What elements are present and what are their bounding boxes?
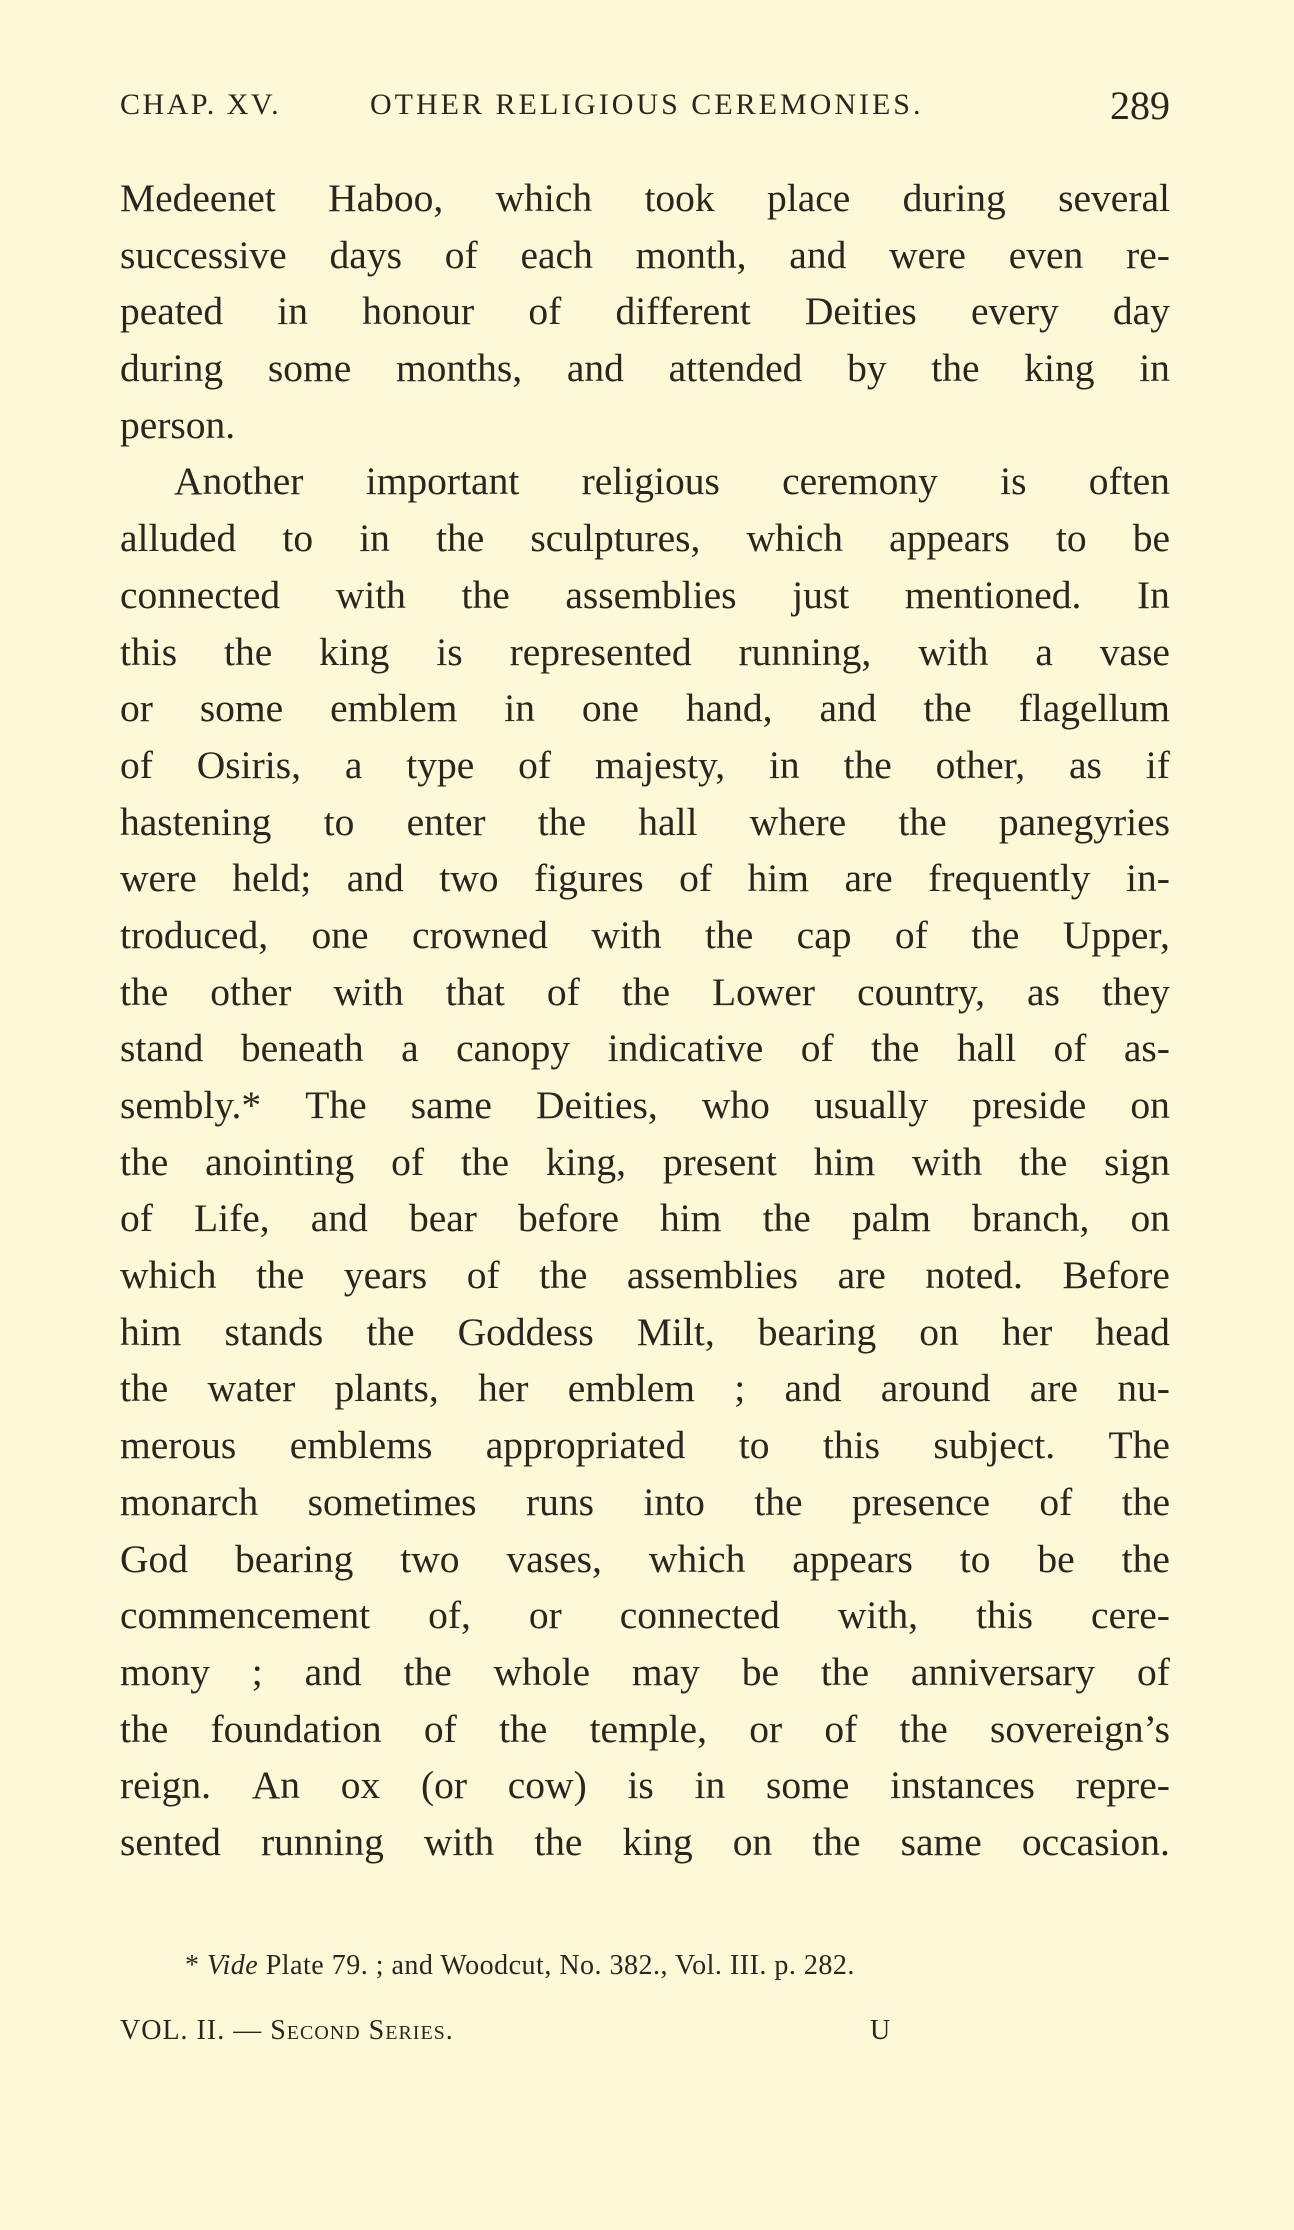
text-line: sembly.* The same Deities, who usually preside on (120, 1083, 1170, 1127)
text-line: successive days of each month, and were even re- (120, 232, 1170, 277)
text-line: merous emblems appropriated to this subject. The (120, 1423, 1170, 1468)
text-line: hastening to enter the hall where the panegyries (120, 799, 1170, 844)
text-line: person. (120, 402, 236, 447)
text-line: Medeenet Haboo, which took place during several (120, 176, 1170, 220)
text-line: the other with that of the Lower country, as they (120, 969, 1170, 1014)
text-line: the foundation of the temple, or of the sovereign’s (120, 1706, 1170, 1751)
page-number: 289 (1110, 83, 1170, 128)
text-line: of Osiris, a type of majesty, in the other, as if (120, 742, 1170, 787)
text-line: of Life, and bear before him the palm branch, on (120, 1196, 1170, 1241)
text-line: during some months, and attended by the king in (120, 346, 1170, 391)
text-line: commencement of, or connected with, this cere- (120, 1593, 1170, 1638)
footnote (185, 1950, 855, 1982)
body-text (120, 170, 1170, 1871)
signature-line (120, 2015, 920, 2047)
text-line: Another important religious ceremony is often (174, 459, 1170, 504)
text-line: the water plants, her emblem ; and around are nu- (120, 1366, 1170, 1411)
text-line: mony ; and the whole may be the anniversary of (120, 1649, 1170, 1694)
text-line: sented running with the king on the same occasion. (120, 1819, 1170, 1864)
text-line: peated in honour of different Deities every day (120, 289, 1170, 334)
text-line: stand beneath a canopy indicative of the hall of as- (120, 1026, 1170, 1071)
text-line: connected with the assemblies just mentioned. In (120, 572, 1170, 617)
text-line: God bearing two vases, which appears to be the (120, 1536, 1170, 1581)
footnote-marker: * (185, 1950, 200, 1981)
text-line: were held; and two figures of him are frequently in- (120, 856, 1170, 901)
text-line: alluded to in the sculptures, which appears to be (120, 516, 1170, 561)
signature-mark: U (870, 2015, 892, 2046)
text-line: which the years of the assemblies are noted. Before (120, 1253, 1170, 1298)
footnote-text: Plate 79. ; and Woodcut, No. 382., Vol. III. p. 282. (265, 1950, 855, 1981)
running-header (120, 82, 1170, 142)
text-line: this the king is represented running, with a vase (120, 629, 1170, 674)
text-line: monarch sometimes runs into the presence of the (120, 1479, 1170, 1524)
running-title: OTHER RELIGIOUS CEREMONIES. (370, 88, 924, 121)
text-line: reign. An ox (or cow) is in some instances repre- (120, 1763, 1170, 1808)
text-line: the anointing of the king, present him with the sign (120, 1139, 1170, 1184)
text-line: troduced, one crowned with the cap of the Upper, (120, 912, 1170, 957)
volume-label: VOL. II. — Second Series. (120, 2015, 454, 2046)
text-line: or some emblem in one hand, and the flagellum (120, 686, 1170, 731)
text-line: him stands the Goddess Milt, bearing on her head (120, 1309, 1170, 1354)
chapter-label: CHAP. XV. (120, 88, 282, 121)
footnote-vide: Vide (207, 1950, 259, 1981)
